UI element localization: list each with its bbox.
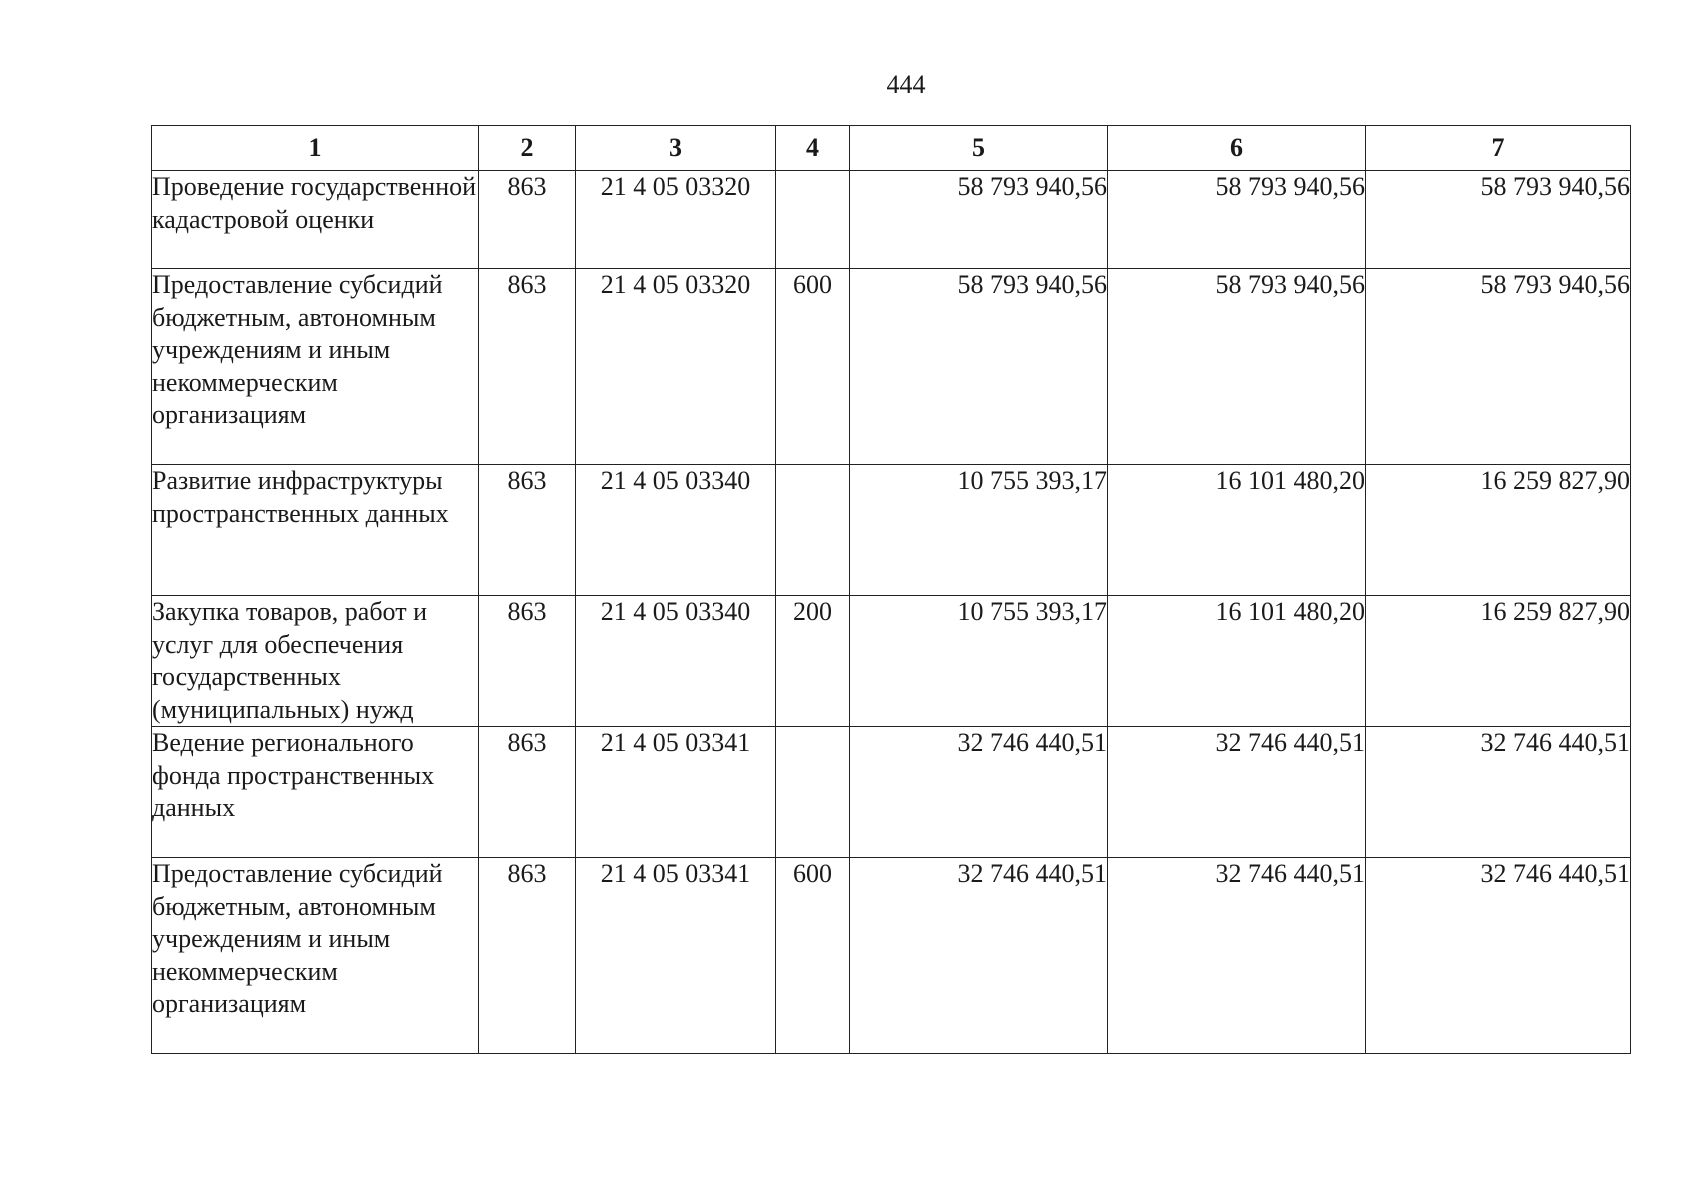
- row-value-6-cell: 16 101 480,20: [1108, 596, 1366, 727]
- row-code-cell: 863: [479, 727, 576, 858]
- row-name-cell: Предоставление субсидий бюджетным, автономным учреждениям и иным некоммерческим организациям: [152, 858, 479, 1054]
- row-value-5-cell: 58 793 940,56: [850, 269, 1108, 465]
- header-col-4: 4: [776, 126, 850, 171]
- row-code-cell: 863: [479, 465, 576, 596]
- row-name-cell: Проведение государственной кадастровой оценки: [152, 171, 479, 269]
- row-value-6-cell: 58 793 940,56: [1108, 269, 1366, 465]
- row-value-6-cell: 58 793 940,56: [1108, 171, 1366, 269]
- header-col-5: 5: [850, 126, 1108, 171]
- row-value-6-cell: 32 746 440,51: [1108, 727, 1366, 858]
- row-value-5-cell: 32 746 440,51: [850, 858, 1108, 1054]
- row-value-6-cell: 32 746 440,51: [1108, 858, 1366, 1054]
- row-type-cell: 600: [776, 269, 850, 465]
- row-type-cell: 600: [776, 858, 850, 1054]
- row-type-cell: [776, 465, 850, 596]
- row-article-cell: 21 4 05 03320: [576, 269, 776, 465]
- row-value-6-cell: 16 101 480,20: [1108, 465, 1366, 596]
- table-row: [152, 858, 1631, 1054]
- header-col-3: 3: [576, 126, 776, 171]
- row-value-7-cell: 16 259 827,90: [1366, 465, 1631, 596]
- row-article-cell: 21 4 05 03341: [576, 858, 776, 1054]
- row-type-cell: [776, 171, 850, 269]
- row-article-cell: 21 4 05 03341: [576, 727, 776, 858]
- header-col-1: 1: [152, 126, 479, 171]
- row-value-7-cell: 58 793 940,56: [1366, 171, 1631, 269]
- page-number: 444: [886, 70, 926, 99]
- row-article-cell: 21 4 05 03340: [576, 465, 776, 596]
- row-value-7-cell: 32 746 440,51: [1366, 727, 1631, 858]
- table-row: [152, 269, 1631, 465]
- table-row: [152, 171, 1631, 269]
- row-article-cell: 21 4 05 03320: [576, 171, 776, 269]
- row-code-cell: 863: [479, 596, 576, 727]
- budget-table: [151, 125, 1631, 1054]
- row-name-cell: Предоставление субсидий бюджетным, автономным учреждениям и иным некоммерческим организациям: [152, 269, 479, 465]
- row-name-cell: Ведение регионального фонда пространственных данных: [152, 727, 479, 858]
- row-value-7-cell: 32 746 440,51: [1366, 858, 1631, 1054]
- header-row: [152, 126, 1631, 171]
- row-value-5-cell: 10 755 393,17: [850, 596, 1108, 727]
- header-col-2: 2: [479, 126, 576, 171]
- row-type-cell: [776, 727, 850, 858]
- row-value-5-cell: 10 755 393,17: [850, 465, 1108, 596]
- header-col-6: 6: [1108, 126, 1366, 171]
- row-code-cell: 863: [479, 858, 576, 1054]
- table-row: [152, 465, 1631, 596]
- header-col-7: 7: [1366, 126, 1631, 171]
- row-value-5-cell: 58 793 940,56: [850, 171, 1108, 269]
- row-code-cell: 863: [479, 269, 576, 465]
- table-row: [152, 727, 1631, 858]
- row-article-cell: 21 4 05 03340: [576, 596, 776, 727]
- row-name-cell: Развитие инфраструктуры пространственных данных: [152, 465, 479, 596]
- table-row: [152, 596, 1631, 727]
- row-type-cell: 200: [776, 596, 850, 727]
- row-code-cell: 863: [479, 171, 576, 269]
- row-name-cell: Закупка товаров, работ и услуг для обеспечения государственных (муниципальных) нужд: [152, 596, 479, 727]
- row-value-7-cell: 58 793 940,56: [1366, 269, 1631, 465]
- row-value-7-cell: 16 259 827,90: [1366, 596, 1631, 727]
- row-value-5-cell: 32 746 440,51: [850, 727, 1108, 858]
